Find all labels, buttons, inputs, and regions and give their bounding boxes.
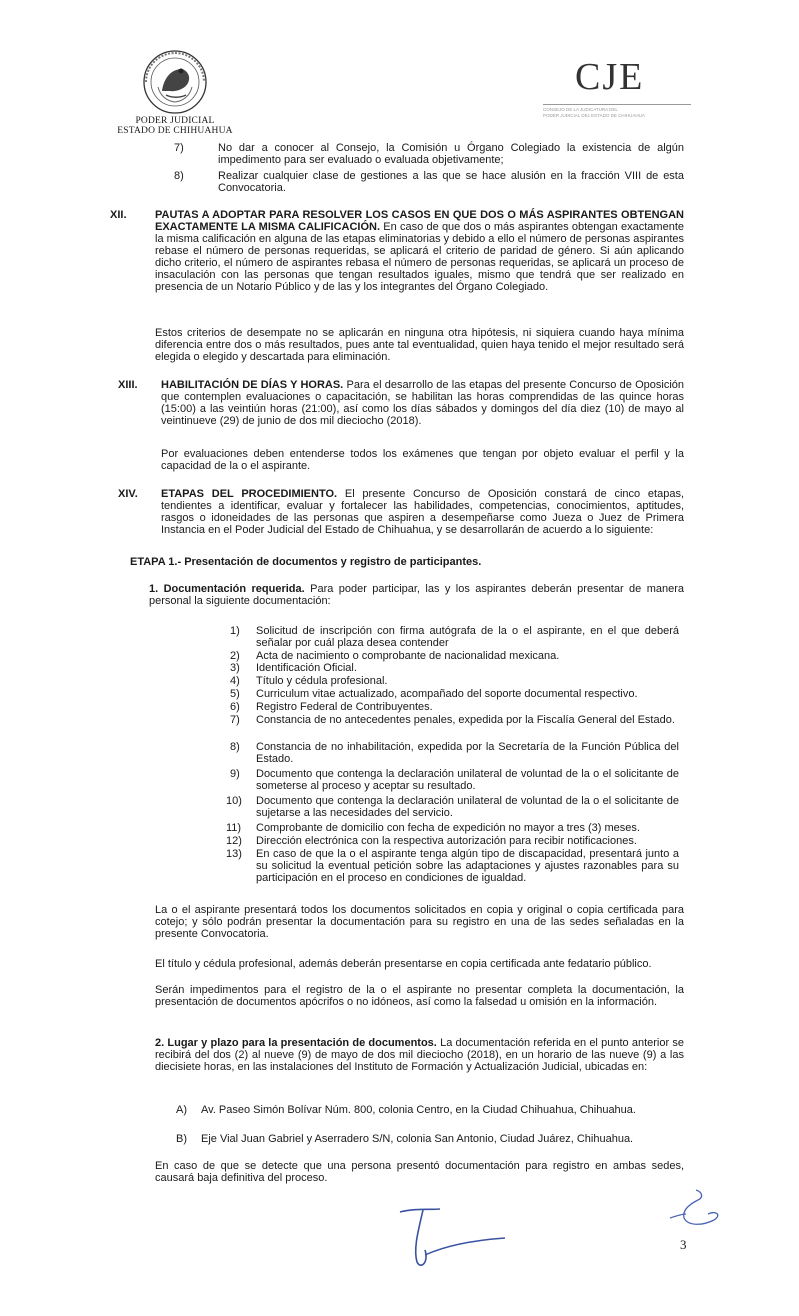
doc-item-text: Dirección electrónica con la respectiva autorización para recibir notificaciones. <box>256 835 637 847</box>
cje-subtitle-line-2: PODER JUDICIAL DEL ESTADO DE CHIHUAHUA <box>543 113 645 118</box>
doc-item-number: 5) <box>230 688 240 700</box>
cje-logo: CJE <box>575 56 645 98</box>
institution-line-2: ESTADO DE CHIHUAHUA <box>117 126 233 136</box>
doc-item-number: 3) <box>230 662 240 674</box>
doc-item-number: 11) <box>226 822 242 834</box>
doc-item-number: 2) <box>230 650 240 662</box>
section-numeral: XIII. <box>118 379 138 391</box>
cje-subtitle-line-1: CONSEJO DE LA JUDICATURA DEL <box>543 107 618 112</box>
doc-item-text: Constancia de no inhabilitación, expedida por la Secretaría de la Función Pública del Estado. <box>256 741 679 765</box>
list-item-number: 8) <box>174 170 184 182</box>
doc-item-text: Curriculum vitae actualizado, acompañado del soporte documental respectivo. <box>256 688 638 700</box>
list-item-number: 7) <box>174 142 184 154</box>
section-body: En caso de que dos o más aspirantes obtengan exactamente la misma calificación en alguna de las etapas eliminatorias y debido a ello el número de personas aspirantes rebase el número de personas requeridas, se aplicará el criterio de paridad de género. Si aún aplicando dicho criterio, el número de aspirantes rebasa el número de personas requeridas, se aplicará un proceso de insaculación con las personas que tengan resultados iguales, mismo que tendrá que ser realizado en presencia de un Notario Público y de las y los integrantes del Órgano Colegiado. <box>155 221 684 293</box>
lugar-plazo-paragraph <box>155 1037 684 1073</box>
impedimentos-paragraph: Serán impedimentos para el registro de la o el aspirante no presentar completa la documentación, la presentación de documentos apócrifos o no idóneos, así como la falsedad u omisión en la información. <box>155 984 684 1008</box>
handwritten-signature <box>395 1200 515 1275</box>
doc-item-number: 12) <box>226 835 242 847</box>
sede-letter: B) <box>176 1133 187 1145</box>
subsection-body: La documentación referida en el punto anterior se recibirá del dos (2) al nueve (9) de mayo de dos mil dieciocho (2018), en un horario de las nueve (9) a las diecisiete horas, en las instalaciones del Instituto de Formación y Actualización Judicial, ubicadas en: <box>155 1037 684 1073</box>
doc-item-text: Acta de nacimiento o comprobante de nacionalidad mexicana. <box>256 650 560 662</box>
doc-item-text: Título y cédula profesional. <box>256 675 388 687</box>
section-heading: HABILITACIÓN DE DÍAS Y HORAS. <box>161 379 344 391</box>
section-body: Para el desarrollo de las etapas del presente Concurso de Oposición que contemplen evaluaciones o capacitación, se habilitan las horas comprendidas de las quince horas (15:00) a las veintiún horas (21:00), así como los días sábados y domingos del día diez (10) de mayo al veintinueve (29) de junio de dos mil dieciocho (2018). <box>161 379 685 427</box>
section-paragraph: Por evaluaciones deben entenderse todos los exámenes que tengan por objeto evaluar el perfil y la capacidad de la o el aspirante. <box>161 448 684 472</box>
doc-item-text: Documento que contenga la declaración unilateral de voluntad de la o el solicitante de someterse al proceso y aceptar su resultado. <box>256 768 679 792</box>
handwritten-initials <box>668 1188 730 1233</box>
sede-letter: A) <box>176 1104 187 1116</box>
copies-paragraph: La o el aspirante presentará todos los documentos solicitados en copia y original o copia certificada para cotejo; y sólo podrán presentar la documentación para su registro en una de las sedes señaladas en la presente Convocatoria. <box>155 904 684 940</box>
doc-item-text: Documento que contenga la declaración unilateral de voluntad de la o el solicitante de sujetarse a las necesidades del servicio. <box>256 795 679 819</box>
section-heading: PAUTAS A ADOPTAR PARA RESOLVER LOS CASOS EN QUE DOS O MÁS ASPIRANTES OBTENGAN EXACTAMENTE LA MISMA CALIFICACIÓN. <box>155 209 684 233</box>
doc-item-number: 6) <box>230 701 240 713</box>
doc-item-text: En caso de que la o el aspirante tenga algún tipo de discapacidad, presentará junto a su solicitud la eventual petición sobre las adaptaciones y ajustes razonables para su participación en el proceso en condiciones de igualdad. <box>256 848 679 884</box>
page-number: 3 <box>680 1237 687 1252</box>
doc-item-text: Solicitud de inscripción con firma autógrafa de la o el aspirante, en el que deberá señalar por cuál plaza desea contender <box>256 625 679 649</box>
subsection-body: Para poder participar, las y los aspirantes deberán presentar de manera personal la siguiente documentación: <box>149 583 684 607</box>
institution-line-1: PODER JUDICIAL <box>135 116 215 126</box>
institution-name <box>110 116 240 136</box>
sede-address: Eje Vial Juan Gabriel y Aserradero S/N, colonia San Antonio, Ciudad Juárez, Chihuahua. <box>201 1133 634 1145</box>
section-numeral: XII. <box>110 209 127 221</box>
section-heading: ETAPAS DEL PROCEDIMIENTO. <box>161 488 338 500</box>
section-xii-paragraph <box>155 209 684 293</box>
coat-of-arms-seal <box>136 47 214 117</box>
section-numeral: XIV. <box>118 488 138 500</box>
doc-item-number: 10) <box>226 795 242 807</box>
sede-address: Av. Paseo Simón Bolívar Núm. 800, colonia Centro, en la Ciudad Chihuahua, Chihuahua. <box>201 1104 636 1116</box>
logo-divider <box>543 104 691 105</box>
doc-item-number: 1) <box>230 625 240 637</box>
section-body: El presente Concurso de Oposición constará de cinco etapas, tendientes a identificar, evaluar y fortalecer las habilidades, competencias, conocimientos, aptitudes, rasgos o idoneidades de las personas que aspiren a desempeñarse como Jueza o Juez de Primera Instancia en el Poder Judicial del Estado de Chihuahua, y se desarrollarán de acuerdo a lo siguiente: <box>161 488 685 536</box>
documentation-paragraph <box>149 583 684 607</box>
doc-item-number: 13) <box>226 848 242 860</box>
doc-item-text: Identificación Oficial. <box>256 662 357 674</box>
doc-item-number: 8) <box>230 741 240 753</box>
doc-item-text: Constancia de no antecedentes penales, expedida por la Fiscalía General del Estado. <box>256 714 675 726</box>
list-item-text: No dar a conocer al Consejo, la Comisión u Órgano Colegiado la existencia de algún impedimento para ser evaluado o evaluada objetivamente; <box>218 142 684 166</box>
section-xiii-paragraph <box>161 379 684 427</box>
doc-item-text: Comprobante de domicilio con fecha de expedición no mayor a tres (3) meses. <box>256 822 640 834</box>
etapa-1-title: ETAPA 1.- Presentación de documentos y registro de participantes. <box>130 556 482 568</box>
titulo-paragraph: El título y cédula profesional, además deberán presentarse en copia certificada ante fedatario público. <box>155 958 652 970</box>
doc-item-number: 9) <box>230 768 240 780</box>
baja-paragraph: En caso de que se detecte que una persona presentó documentación para registro en ambas sedes, causará baja definitiva del proceso. <box>155 1160 684 1184</box>
subsection-heading: 2. Lugar y plazo para la presentación de documentos. <box>155 1037 437 1049</box>
doc-item-text: Registro Federal de Contribuyentes. <box>256 701 433 713</box>
doc-item-number: 7) <box>230 714 240 726</box>
cje-logo-subtitle <box>543 107 693 119</box>
list-item-text: Realizar cualquier clase de gestiones a las que se hace alusión en la fracción VIII de esta Convocatoria. <box>218 170 684 194</box>
section-paragraph: Estos criterios de desempate no se aplicarán en ninguna otra hipótesis, ni siquiera cuando haya mínima diferencia entre dos o más resultados, pues ante tal eventualidad, quien haya tenido el mejor resultado será elegida o elegido y descartada para eliminación. <box>155 327 684 363</box>
subsection-heading: 1. Documentación requerida. <box>149 583 305 595</box>
section-xiv-paragraph <box>161 488 684 536</box>
doc-item-number: 4) <box>230 675 240 687</box>
